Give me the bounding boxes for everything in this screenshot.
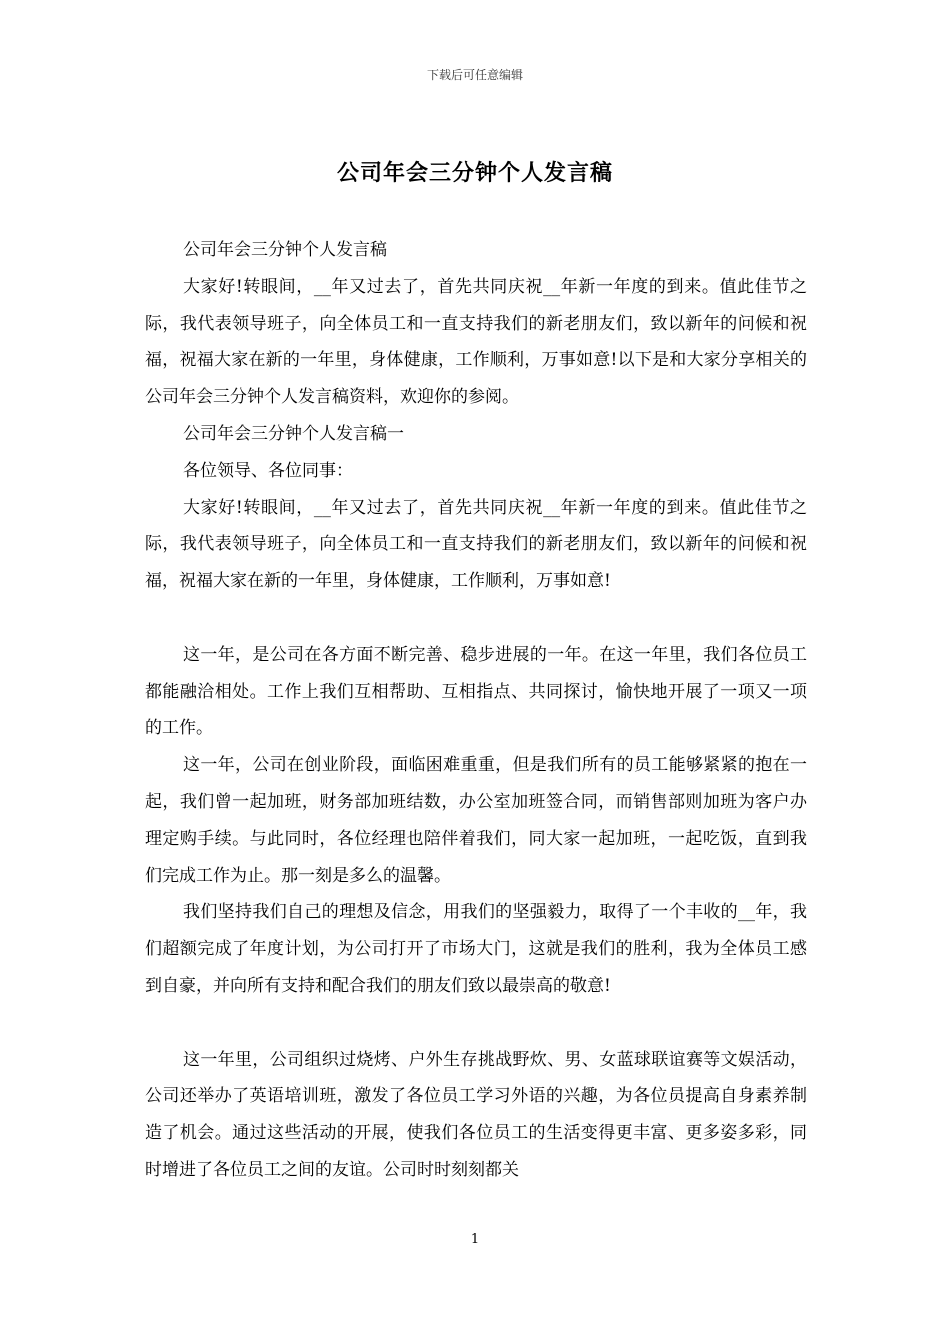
body-paragraph: 大家好!转眼间，__年又过去了，首先共同庆祝__年新一年度的到来。值此佳节之际，我代表领导班子，向全体员工和一直支持我们的新老朋友们，致以新年的问候和祝福，祝福大家在新的一年里，身体健康，工作顺利，万事如意!以下是和大家分享相关的公司年会三分钟个人发言稿资料，欢迎你的参阅。 bbox=[145, 276, 807, 408]
body-paragraph: 这一年里，公司组织过烧烤、户外生存挑战野炊、男、女蓝球联谊赛等文娱活动，公司还举办了英语培训班，激发了各位员工学习外语的兴趣，为各位员提高自身素养制造了机会。通过这些活动的开展，使我们各位员工的生活变得更丰富、更多姿多彩，同时增进了各位员工之间的友谊。公司时时刻刻都关 bbox=[145, 1049, 807, 1180]
body-paragraph: 公司年会三分钟个人发言稿 bbox=[183, 240, 387, 260]
body-paragraph: 公司年会三分钟个人发言稿一 bbox=[183, 423, 404, 444]
page-number: 1 bbox=[470, 1232, 480, 1247]
body-paragraph: 这一年，是公司在各方面不断完善、稳步进展的一年。在这一年里，我们各位员工都能融洽相处。工作上我们互相帮助、互相指点、共同探讨，愉快地开展了一项又一项的工作。 bbox=[145, 644, 807, 739]
body-paragraph: 大家好!转眼间，__年又过去了，首先共同庆祝__年新一年度的到来。值此佳节之际，我代表领导班子，向全体员工和一直支持我们的新老朋友们，致以新年的问候和祝福，祝福大家在新的一年里，身体健康，工作顺利，万事如意! bbox=[145, 497, 807, 592]
document-body bbox=[145, 232, 807, 1189]
body-paragraph: 各位领导、各位同事： bbox=[183, 460, 353, 481]
header-note: 下载后可任意编辑 bbox=[426, 68, 523, 82]
body-paragraph: 这一年，公司在创业阶段，面临困难重重，但是我们所有的员工能够紧紧的抱在一起，我们曾一起加班，财务部加班结数，办公室加班签合同，而销售部则加班为客户办理定购手续。与此同时，各位经理也陪伴着我们，同大家一起加班，一起吃饭，直到我们完成工作为止。那一刻是多么的温馨。 bbox=[145, 755, 807, 886]
body-paragraph: 我们坚持我们自己的理想及信念，用我们的坚强毅力，取得了一个丰收的__年，我们超额完成了年度计划，为公司打开了市场大门，这就是我们的胜利，我为全体员工感到自豪，并向所有支持和配合我们的朋友们致以最崇高的敬意! bbox=[145, 902, 807, 996]
document-title: 公司年会三分钟个人发言稿 bbox=[336, 160, 613, 186]
